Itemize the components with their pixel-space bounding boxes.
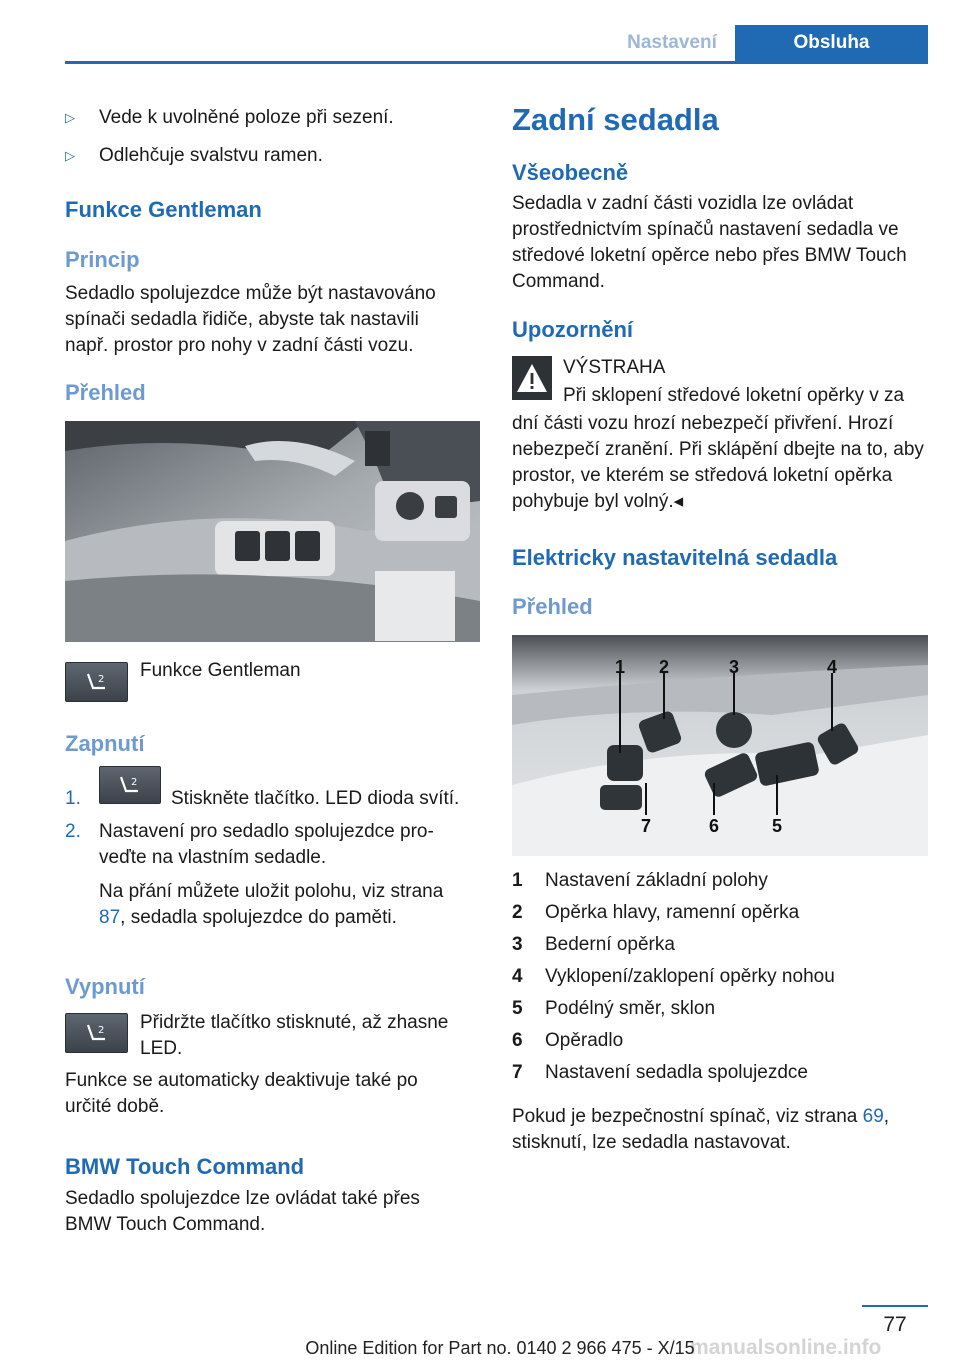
header-tab-obsluha[interactable]: Obsluha [735,25,928,61]
heading-note: Upozornění [512,317,633,342]
seat-switches-image [512,635,928,856]
legend-row [512,929,928,961]
callout-1: 1 [615,657,626,677]
heading-zapnuti: Zapnutí [65,731,145,756]
legend-row [512,897,928,929]
door-panel-image [65,421,480,642]
legend-value: Podélný směr, sklon [545,998,716,1019]
legend-value: Opěrka hlavy, ramenní opěrka [545,902,800,923]
watermark: manualsonline.info [690,1336,882,1359]
legend-value: Opěradlo [545,1030,624,1051]
step-text: Nastavení pro sedadlo spolujezdce proveďte na vlastním sedadle. [99,821,434,868]
step-text: Stiskněte tlačítko. LED dioda svítí. [171,788,460,809]
step-sub-text-a: Na přání můžete uložit polohu, viz strana [99,881,444,902]
heading-rear-seats: Zadní sedadla [512,102,719,137]
legend-key: 1 [512,870,523,891]
legend-row [512,961,928,993]
heading-vypnuti: Vypnutí [65,974,145,999]
legend-row [512,1025,928,1057]
gentleman-button-icon [99,766,161,804]
step-1 [65,777,485,812]
page-number: 77 [883,1313,907,1336]
warning-triangle-icon [512,356,552,400]
step-sub-text-b: , sedadla spolujezdce do paměti. [120,907,397,928]
step-number: 2. [65,821,81,842]
warning-text: dní části vozu hrozí nebezpečí přivření. Hrozí nebezpečí zranění. Při sklápění dbejte na to, aby prostor, ve kterém se středová loketní opěrka pohybuje byl volný.◂ [512,413,924,512]
callout-3: 3 [729,657,740,677]
callout-4: 4 [827,657,838,677]
header-tab-nastaveni[interactable]: Nastavení [627,32,717,53]
switch-text-a: Pokud je bezpečnostní spínač, viz strana [512,1106,863,1127]
list-item [65,143,480,169]
header-rule [65,61,928,64]
edition-footer: Online Edition for Part no. 0140 2 966 475 - X/15 [305,1338,695,1358]
step-number: 1. [65,788,81,809]
bullet-list [65,105,480,169]
callout-2: 2 [659,657,670,677]
legend-value: Nastavení sedadla spolujezdce [545,1062,809,1083]
legend-row [512,1057,928,1089]
legend-row [512,865,928,897]
callout-7: 7 [641,816,652,836]
svg-text:2: 2 [97,1025,104,1036]
triangle-bullet-icon: ▷ [65,110,75,125]
list-item [65,105,480,143]
svg-text:2: 2 [97,674,104,685]
legend-key: 3 [512,934,523,955]
vypnuti-text: Přidržte tlačítko stisknuté, až zhasne LED. [140,1012,449,1059]
callout-6: 6 [709,816,720,836]
bmw-text: Sedadlo spolujezdce lze ovládat také přes BMW Touch Command. [65,1188,420,1235]
legend-key: 2 [512,902,523,923]
legend-key: 5 [512,998,523,1019]
legend-row [512,993,928,1025]
legend-list [512,865,928,1089]
bullet-text: Odlehčuje svalstvu ramen. [99,145,323,166]
auto-text: Funkce se automaticky deaktivuje také po určité době. [65,1070,418,1117]
step-sub-text [99,879,449,931]
heading-general: Všeobecně [512,160,629,185]
heading-bmw-touch: BMW Touch Command [65,1154,305,1179]
callout-5: 5 [772,816,783,836]
warning-text-first: Při sklopení středové loketní opěrky v za [563,385,905,406]
legend-value: Bederní opěrka [545,934,675,955]
warning-title: VÝSTRAHA [563,357,666,378]
step-2 [65,819,480,931]
heading-prehled: Přehled [65,380,146,405]
triangle-bullet-icon: ▷ [65,148,75,163]
gentleman-caption: Funkce Gentleman [140,660,301,681]
footer-rule [862,1305,928,1307]
gentleman-button-icon [65,1013,128,1053]
heading-electric-seats: Elektricky nastavitelná sedadla [512,545,838,570]
heading-gentleman: Funkce Gentleman [65,197,262,222]
page-link-69[interactable]: 69 [862,1106,884,1127]
princip-text: Sedadlo spolujezdce může být nastavováno spínači sedadla řidiče, abyste tak nastavili např. prostor pro nohy v zadní části vozu. [65,283,436,356]
legend-value: Vyklopení/zaklopení opěrky nohou [545,966,835,987]
heading-princip: Princip [65,247,140,272]
legend-key: 4 [512,966,523,987]
bullet-text: Vede k uvolněné poloze při sezení. [99,107,394,128]
page-link-87[interactable]: 87 [99,907,121,928]
legend-key: 7 [512,1062,523,1083]
heading-overview: Přehled [512,594,593,619]
svg-text:2: 2 [131,777,138,788]
switch-text-b: , stisknutí, lze sedadla nastavovat. [512,1106,890,1153]
general-text: Sedadla v zadní části vozidla lze ovládat prostřednictvím spínačů nastavení sedadla ve středové loketní opěrce nebo přes BMW Touch Command. [512,193,907,292]
switch-text [512,1104,928,1156]
legend-key: 6 [512,1030,523,1051]
legend-value: Nastavení základní polohy [545,870,768,891]
gentleman-button-icon [65,662,128,702]
